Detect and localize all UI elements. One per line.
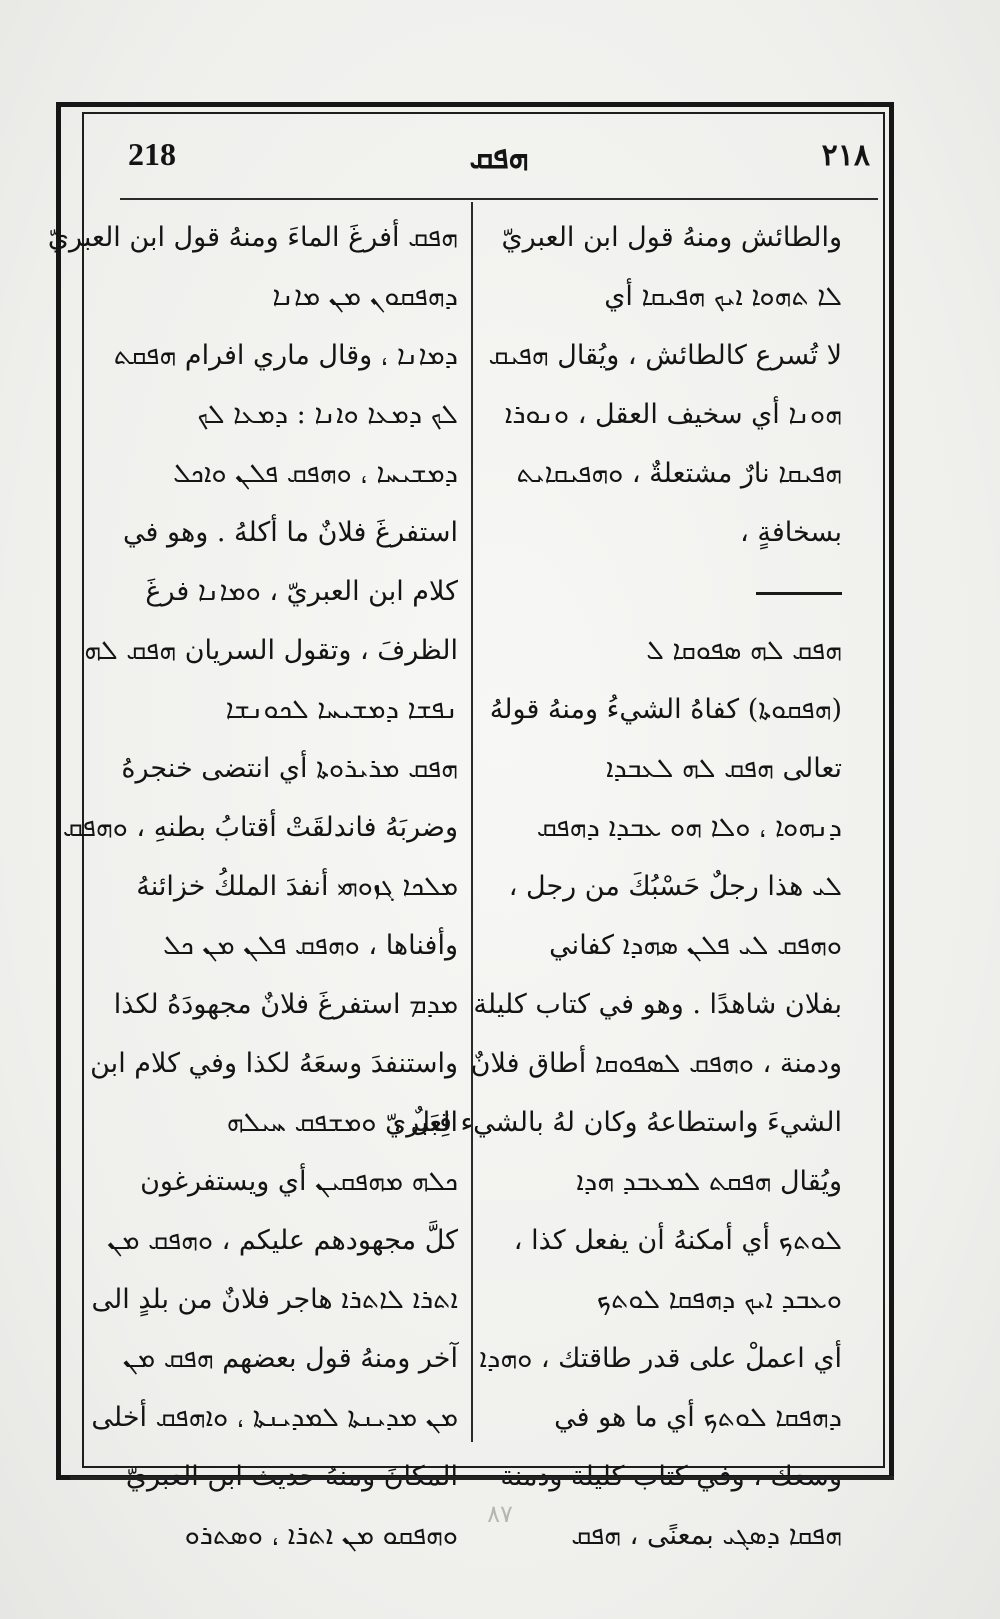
text-line: ܕܗܦܩܐ ܠܘܬܟ أي ما هو في [554, 1402, 842, 1433]
text-line: ܘܗܦܩܘ ܡܢ ܐܬܪܐ ، ܘܣܬܪܘ [184, 1520, 458, 1551]
text-line: ܗܦܝܩܐ نارٌ مشتعلةٌ ، ܘܗܦܝܩܐܝܬ [516, 458, 842, 489]
text-line: المكانَ ومنهُ حديث ابن العبريّ [125, 1461, 458, 1492]
right-column [393, 208, 842, 1565]
frame-bottom-shadow [70, 1452, 894, 1480]
page-number-latin: 218 [128, 136, 176, 172]
page-title: ܗܦܩ [469, 138, 529, 176]
text-line: أي اعملْ على قدر طاقتك ، ܘܗܕܐ [479, 1343, 842, 1374]
text-line: (ܗܦܩܘܬܐ) كفاهُ الشيءُ ومنهُ قولهُ [489, 694, 842, 725]
text-line: كلام ابن العبريّ ، ܘܡܐܢܐ فرغَ [145, 576, 458, 607]
text-line: ܕܡܫܝܚܐ ، ܘܗܦܩ ܦܠܢ ܘܐܟܠ [173, 458, 458, 489]
text-line: ودمنة ، ܘܗܦܩ ܠܣܦܘܩܐ أطاق فلانٌ [470, 1048, 842, 1079]
text-line: ܗܦܩ أفرغَ الماءَ ومنهُ قول ابن العبريّ [47, 222, 458, 253]
text-line: ܟܠܗ ܡܗܦܩܝܢ أي ويستفرغون [140, 1166, 458, 1197]
text-line: ܕܡܐܢܐ ، وقال ماري افرام ܗܦܩܬ [113, 340, 458, 371]
text-line: واستنفدَ وسعَهُ لكذا وفي كلام ابن [90, 1048, 458, 1079]
text-line: ܠܘܬܟ أي أمكنهُ أن يفعل كذا ، [513, 1225, 842, 1256]
page-header [118, 130, 880, 186]
text-line: بسخافةٍ ، [740, 517, 842, 548]
text-line: ܗܘܢܐ أي سخيف العقل ، ܘܢܘܪܐ [504, 399, 842, 430]
text-line: لا تُسرع كالطائش ، ويُقال ܗܦܝܩ [488, 340, 842, 371]
text-line: ܠܐ ܬܗܘܐ ܐܝܟ ܗܦܝܩܐ أي [604, 281, 842, 312]
text-line: الظرفَ ، وتقول السريان ܗܦܩ ܠܗ [84, 635, 458, 666]
text-line: ܠܟ ܕܡܥܐ ܘܐܢܐ : ܕܡܥܐ ܠܟ [197, 399, 458, 430]
text-line: كلَّ مجهودهم عليكم ، ܘܗܦܩ ܡܢ [107, 1225, 458, 1256]
text-line: آخر ومنهُ قول بعضهم ܗܦܩ ܡܢ [122, 1343, 458, 1374]
text-line: والطائش ومنهُ قول ابن العبريّ [501, 222, 842, 253]
column-divider [471, 202, 473, 1442]
text-line: استفرغَ فلانٌ ما أكلهُ . وهو في [123, 517, 458, 548]
text-line: ܐܬܪܐ ܠܐܬܪܐ هاجر فلانٌ من بلدٍ الى [91, 1284, 458, 1315]
text-line: ܢܦܫܐ ܕܡܫܝܚܐ ܠܟܘܢܫܐ [225, 694, 458, 725]
text-line: ܘܗܦܩ ܠܝ ܦܠܢ ܣܗܕܐ كفاني [549, 930, 842, 961]
text-line: العبريّ ܘܡܫܦܩ ܚܝܠܗ [226, 1107, 458, 1138]
text-line: ويُقال ܗܦܩܬ ܠܡܥܒܕ ܗܕܐ [576, 1166, 842, 1197]
page-number-arabic: ٢١٨ [821, 138, 870, 173]
text-line: ܡܕܡ استفرغَ فلانٌ مجهودَهُ لكذا [113, 989, 458, 1020]
text-line: وضربَهُ فاندلقَتْ أقتابُ بطنهِ ، ܘܗܦܩ [62, 812, 458, 843]
text-line: ܡܢ ܡܕܝܢܬܐ ܠܡܕܝܢܬܐ ، ܘܐܗܦܩ أخلى [91, 1402, 458, 1433]
header-rule [120, 198, 878, 200]
text-line: وسعك ، وفي كتاب كليلة ودمنة [500, 1461, 842, 1492]
text-line: الشيءَ واستطاعهُ وكان لهُ بالشيء قِبَلٌ ، [393, 1107, 842, 1138]
text-line: ܡܠܟܐ ܓܙܘܗܝ أنفدَ الملكُ خزائنهُ [136, 871, 458, 902]
text-line: ܕܢܗܘܐ ، ܘܠܐ ܗܘ ܥܒܕܐ ܕܗܦܩ [536, 812, 842, 843]
text-line: ܘܥܒܕ ܐܝܟ ܕܗܦܩܐ ܠܘܬܟ [596, 1284, 842, 1315]
text-line: وأفناها ، ܘܗܦܩ ܦܠܢ ܡܢ ܟܠ [163, 930, 458, 961]
bleed-through-page-number: ٨٧ [487, 1500, 513, 1528]
entry-headword: ܗܦܩ ܠܗ ܣܦܘܩܐ ܠ [646, 635, 842, 666]
text-line: ܠܝ هذا رجلٌ حَسْبُكَ من رجل ، [508, 871, 842, 902]
text-line: تعالى ܗܦܩ ܠܗ ܠܥܒܕܐ [605, 753, 842, 784]
left-column [47, 208, 458, 1565]
text-line: ܗܦܩܐ ܕܣܓܝ بمعنًى ، ܗܦܩ [571, 1520, 842, 1551]
text-line: ܕܗܦܩܘܢ ܡܢ ܡܐܢܐ [272, 281, 458, 312]
text-line: ܗܦܩ ܡܪܝܪܘܬܐ أي انتضى خنجرهُ [121, 753, 458, 784]
text-line: بفلان شاهدًا . وهو في كتاب كليلة [473, 989, 842, 1020]
section-separator [492, 562, 842, 621]
